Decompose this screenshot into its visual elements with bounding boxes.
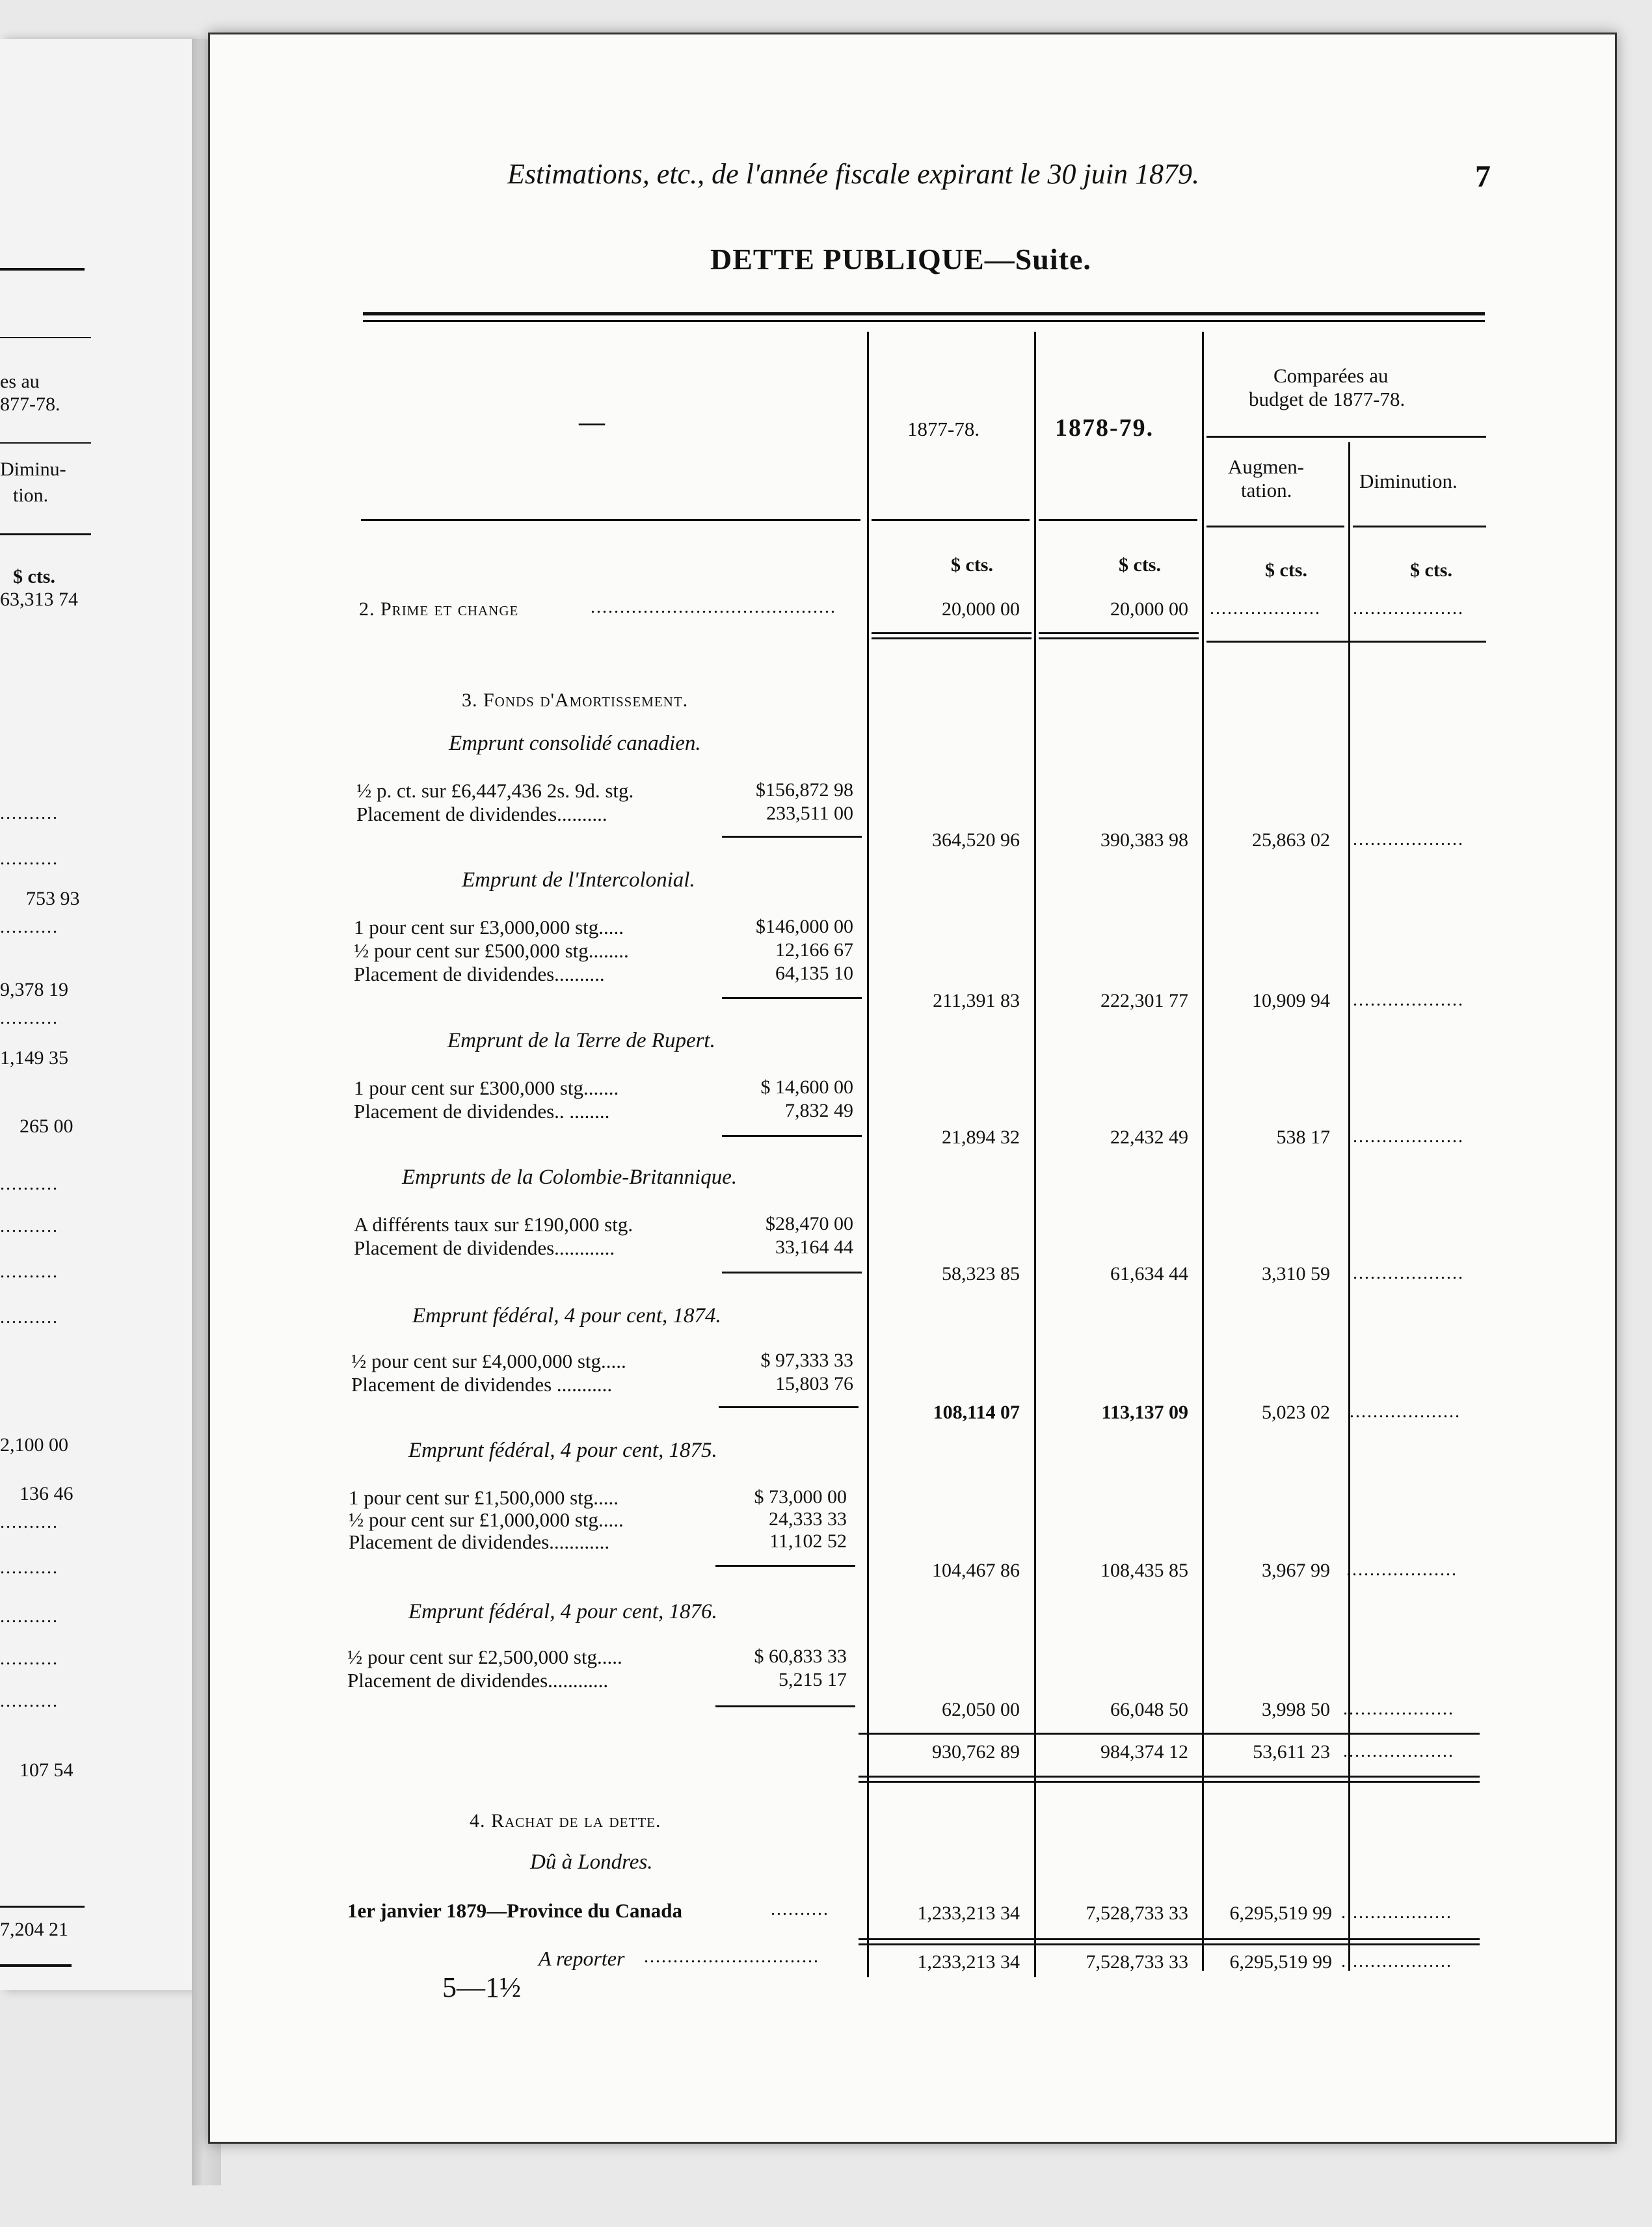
colombie-1877: 58,323 85 bbox=[942, 1263, 1020, 1285]
line-amount: $ 97,333 33 bbox=[760, 1350, 853, 1371]
line-amount: 233,511 00 bbox=[766, 803, 853, 824]
group-title-consolide: Emprunt consolidé canadien. bbox=[449, 732, 701, 755]
prime-1878: 20,000 00 bbox=[1110, 598, 1188, 620]
col-rule-2 bbox=[1034, 332, 1036, 1977]
header-dash: — bbox=[579, 407, 605, 436]
reporter-aug: 6,295,519 99 bbox=[1229, 1951, 1332, 1973]
line-label: ½ pour cent sur £1,000,000 stg..... bbox=[349, 1508, 624, 1531]
rupert-1878: 22,432 49 bbox=[1110, 1127, 1188, 1148]
rachat-title: 4. Rachat de la dette. bbox=[470, 1810, 661, 1832]
federal-1876-1878: 66,048 50 bbox=[1110, 1699, 1188, 1720]
federal-1875-aug: 3,967 99 bbox=[1262, 1560, 1330, 1581]
group-title-colombie: Emprunts de la Colombie-Britannique. bbox=[402, 1166, 738, 1189]
consolide-aug: 25,863 02 bbox=[1252, 829, 1330, 851]
line-label: 1 pour cent sur £3,000,000 stg..... bbox=[354, 916, 624, 939]
compared-header-1: Comparées au bbox=[1273, 364, 1389, 387]
left-value-1: 63,313 74 bbox=[0, 589, 78, 610]
fonds-total-1877: 930,762 89 bbox=[932, 1741, 1020, 1763]
rupert-aug: 538 17 bbox=[1276, 1127, 1330, 1148]
group-title-federal-1876: Emprunt fédéral, 4 pour cent, 1876. bbox=[408, 1600, 717, 1623]
left-value-9: 7,204 21 bbox=[0, 1919, 68, 1940]
line-label: ½ pour cent sur £500,000 stg........ bbox=[354, 939, 629, 962]
rachat-1877: 1,233,213 34 bbox=[917, 1902, 1020, 1924]
reporter-1878: 7,528,733 33 bbox=[1086, 1951, 1188, 1973]
colombie-1878: 61,634 44 bbox=[1110, 1263, 1188, 1285]
consolide-1877: 364,520 96 bbox=[932, 829, 1020, 851]
table-top-rule bbox=[363, 312, 1485, 315]
intercolonial-1878: 222,301 77 bbox=[1100, 990, 1188, 1011]
cts-1877: $ cts. bbox=[951, 554, 993, 576]
group-title-federal-1874: Emprunt fédéral, 4 pour cent, 1874. bbox=[412, 1304, 721, 1327]
line-label: A différents taux sur £190,000 stg. bbox=[354, 1213, 633, 1236]
left-rule-3 bbox=[0, 442, 91, 444]
line-amount: $156,872 98 bbox=[756, 779, 853, 801]
rachat-subtitle: Dû à Londres. bbox=[530, 1850, 653, 1874]
left-head-4: tion. bbox=[13, 485, 49, 506]
left-value-5: 265 00 bbox=[20, 1115, 73, 1137]
line-amount: $ 14,600 00 bbox=[760, 1076, 853, 1098]
fonds-title: 3. Fonds d'Amortissement. bbox=[462, 689, 689, 711]
left-value-3: 9,378 19 bbox=[0, 979, 68, 1000]
left-rule-4 bbox=[0, 533, 91, 535]
line-amount: 15,803 76 bbox=[775, 1373, 853, 1394]
left-rule-5 bbox=[0, 1906, 85, 1908]
colombie-aug: 3,310 59 bbox=[1262, 1263, 1330, 1285]
running-title: Estimations, etc., de l'année fiscale expirant le 30 juin 1879. bbox=[507, 158, 1199, 190]
line-label: ½ pour cent sur £4,000,000 stg..... bbox=[351, 1350, 626, 1372]
cts-1878: $ cts. bbox=[1119, 554, 1161, 576]
line-label: Placement de dividendes............ bbox=[354, 1236, 615, 1259]
augmentation-header-2: tation. bbox=[1241, 479, 1292, 501]
signature-mark: 5—1½ bbox=[442, 1971, 521, 2003]
line-amount: 33,164 44 bbox=[775, 1236, 853, 1258]
line-label: Placement de dividendes.......... bbox=[354, 963, 605, 985]
group-title-rupert: Emprunt de la Terre de Rupert. bbox=[447, 1029, 715, 1052]
left-rule-2 bbox=[0, 337, 91, 338]
federal-1875-1877: 104,467 86 bbox=[932, 1560, 1020, 1581]
line-label: 1 pour cent sur £1,500,000 stg..... bbox=[349, 1486, 619, 1509]
left-value-4: 1,149 35 bbox=[0, 1047, 68, 1069]
federal-1876-aug: 3,998 50 bbox=[1262, 1699, 1330, 1720]
augmentation-header-1: Augmen- bbox=[1228, 455, 1305, 478]
rachat-row-label: 1er janvier 1879—Province du Canada bbox=[347, 1899, 682, 1922]
compared-header-2: budget de 1877-78. bbox=[1249, 388, 1406, 410]
line-label: Placement de dividendes.. ........ bbox=[354, 1100, 610, 1123]
line-label: Placement de dividendes............ bbox=[347, 1669, 609, 1692]
page-number: 7 bbox=[1475, 159, 1491, 194]
left-value-7: 136 46 bbox=[20, 1483, 73, 1504]
line-amount: 5,215 17 bbox=[779, 1669, 847, 1690]
line-label: ½ p. ct. sur £6,447,436 2s. 9d. stg. bbox=[356, 779, 634, 802]
line-amount: $28,470 00 bbox=[766, 1213, 853, 1234]
rachat-aug: 6,295,519 99 bbox=[1229, 1902, 1332, 1924]
col-rule-3 bbox=[1202, 332, 1204, 1971]
left-cts: $ cts. bbox=[13, 566, 55, 587]
federal-1874-1877: 108,114 07 bbox=[933, 1402, 1020, 1423]
line-amount: $ 73,000 00 bbox=[754, 1486, 847, 1508]
prime-1877: 20,000 00 bbox=[942, 598, 1020, 620]
reporter-1877: 1,233,213 34 bbox=[917, 1951, 1020, 1973]
line-amount: $ 60,833 33 bbox=[754, 1646, 847, 1667]
intercolonial-aug: 10,909 94 bbox=[1252, 990, 1330, 1011]
section-title: DETTE PUBLIQUE—Suite. bbox=[710, 243, 1091, 276]
federal-1874-aug: 5,023 02 bbox=[1262, 1402, 1330, 1423]
cts-dim: $ cts. bbox=[1410, 559, 1452, 581]
line-amount: 12,166 67 bbox=[775, 939, 853, 961]
col-header-1877: 1877-78. bbox=[907, 418, 980, 440]
left-value-6: 2,100 00 bbox=[0, 1434, 68, 1456]
reporter-label: A reporter bbox=[539, 1947, 625, 1970]
intercolonial-1877: 211,391 83 bbox=[933, 990, 1020, 1011]
consolide-1878: 390,383 98 bbox=[1100, 829, 1188, 851]
line-label: Placement de dividendes.......... bbox=[356, 803, 607, 825]
prime-label: 2. Prime et change bbox=[359, 598, 519, 620]
line-label: ½ pour cent sur £2,500,000 stg..... bbox=[347, 1646, 622, 1668]
col-rule-1 bbox=[867, 332, 869, 1977]
line-amount: 11,102 52 bbox=[769, 1530, 847, 1552]
cts-aug: $ cts. bbox=[1265, 559, 1307, 581]
left-rule-1 bbox=[0, 268, 85, 271]
federal-1876-1877: 62,050 00 bbox=[942, 1699, 1020, 1720]
diminution-header: Diminution. bbox=[1359, 470, 1458, 492]
left-rule-6 bbox=[0, 1964, 72, 1967]
line-label: 1 pour cent sur £300,000 stg....... bbox=[354, 1076, 619, 1099]
federal-1874-1878: 113,137 09 bbox=[1101, 1402, 1188, 1423]
left-head-2: 877-78. bbox=[0, 393, 60, 415]
fonds-total-aug: 53,611 23 bbox=[1253, 1741, 1330, 1763]
group-title-federal-1875: Emprunt fédéral, 4 pour cent, 1875. bbox=[408, 1439, 717, 1462]
left-head-1: es au bbox=[0, 371, 40, 392]
line-label: Placement de dividendes............ bbox=[349, 1530, 610, 1553]
left-value-2: 753 93 bbox=[26, 888, 80, 909]
federal-1875-1878: 108,435 85 bbox=[1100, 1560, 1188, 1581]
col-header-1878: 1878-79. bbox=[1055, 414, 1154, 442]
line-amount: 24,333 33 bbox=[769, 1508, 847, 1530]
line-amount: $146,000 00 bbox=[756, 916, 853, 937]
left-value-8: 107 54 bbox=[20, 1759, 73, 1781]
line-label: Placement de dividendes ........... bbox=[351, 1373, 613, 1396]
group-title-intercolonial: Emprunt de l'Intercolonial. bbox=[462, 868, 695, 892]
rupert-1877: 21,894 32 bbox=[942, 1127, 1020, 1148]
line-amount: 7,832 49 bbox=[785, 1100, 853, 1121]
rachat-1878: 7,528,733 33 bbox=[1086, 1902, 1188, 1924]
line-amount: 64,135 10 bbox=[775, 963, 853, 984]
left-head-3: Diminu- bbox=[0, 459, 66, 480]
fonds-total-1878: 984,374 12 bbox=[1100, 1741, 1188, 1763]
